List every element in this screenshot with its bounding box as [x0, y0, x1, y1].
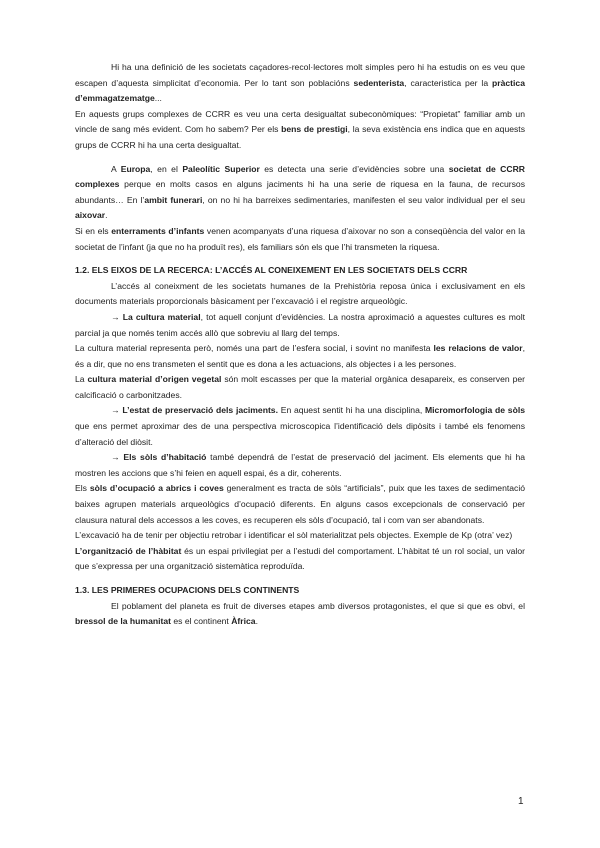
text: , on no hi ha barreixes sedimentaries, manifesten el seu valor individual per el seu — [202, 194, 526, 205]
paragraph-4 — [75, 224, 525, 255]
section-heading-1-3: 1.3. LES PRIMERES OCUPACIONS DELS CONTINENTS — [75, 585, 300, 595]
paragraph-2 — [75, 107, 525, 154]
text: també dependrá de l’estat de preservació del jaciment. Els elements que hi ha mostren les accions que s’hi feien en aquell espai, és a dir, coherents. — [75, 452, 526, 478]
bold-term: les relacions de valor — [433, 343, 523, 354]
text: es detecta una serie d’evidències sobre una — [259, 163, 449, 174]
text: Els — [75, 483, 90, 494]
arrow-glyph: → — [111, 452, 124, 463]
paragraph-5: L’accés al coneixment de les societats humanes de la Prehistòria reposa única i exclusivament en els documents materials proporcionals bàsicament per l’excavació i el registre arqueològic. — [75, 280, 525, 307]
arrow-glyph: → — [111, 405, 123, 416]
paragraph-9 — [75, 403, 525, 450]
text: , la seva existència ens indica que en aquests grups de CCRR hi ha una certa desigualtat. — [75, 124, 525, 150]
bold-term: bressol de la humanitat — [75, 616, 171, 627]
text: , és a dir, que no ens transmeten el sentit que es dona a les actuacions, als objectes i a les persones. — [75, 343, 525, 369]
bold-term: ambit funerari — [144, 194, 203, 205]
bold-term: bens de prestigi — [281, 124, 348, 135]
paragraph-3 — [75, 162, 525, 224]
text: es el continent — [171, 616, 232, 627]
bold-term: Àfrica — [231, 616, 256, 627]
text: Hi ha una definició de les societats caçadores-recol·lectores molt simples pero hi ha estudis on es veu que escapen d’aquesta simplicitat d’economia. Per lo tant son poblacións — [75, 62, 525, 88]
page-number: 1 — [518, 796, 524, 807]
section-heading-1-2: 1.2. ELS EIXOS DE LA RECERCA: L’ACCÉS AL CONEIXEMENT EN LES SOCIETATS DELS CCRR — [75, 265, 468, 276]
text: La cultura material representa però, només una part de l’esfera social, i sovint no manifesta — [75, 343, 434, 354]
paragraph-6 — [75, 310, 525, 341]
bold-term: L’organització de l’hàbitat — [75, 545, 182, 556]
text: generalment es tracta de sòls “artificials”, puix que les taxes de sedimentació baixes agrupen materials arqueològics d’ocupació diferents. En alguns casos excepcionals de conservació per clausura natural dels accessos a les coves, es recuperen els sòls d’ocupació, tal i com van ser abandonats. — [75, 483, 526, 525]
bold-term: enterraments d’infants — [111, 225, 205, 236]
bold-term: Els sòls d’habitació — [123, 452, 207, 463]
paragraph-10 — [75, 450, 525, 481]
paragraph-7 — [75, 341, 525, 372]
text: En aquests grups complexes de CCRR es veu una certa desigualtat subeconòmiques: “Propietat” familiar amb un vincle de sang més evident. Com ho sabem? Per els — [75, 108, 525, 135]
text: La — [75, 374, 88, 385]
arrow-glyph: → — [111, 311, 123, 322]
text: Si en els — [75, 225, 112, 236]
bold-term: Paleolític Superior — [182, 163, 260, 174]
text: . — [105, 210, 108, 221]
text: , caracteristica per la — [404, 77, 493, 88]
text: El poblament del planeta es fruit de diverses etapes amb diversos protagonistes, el que si que es obvi, el — [111, 600, 525, 611]
text: són molt escasses per que la material orgànica desapareix, es conserven per calcificació o carbonitzades. — [75, 374, 525, 400]
paragraph-11 — [75, 481, 525, 528]
bold-term: L’estat de preservació dels jaciments. — [122, 405, 278, 416]
bold-term: sòls d’ocupació a abrics i coves — [89, 483, 224, 494]
text: . — [255, 616, 258, 627]
paragraph-12: L’excavació ha de tenir per objectiu retrobar i identificar el sòl materialitzat pels objectes. Exemple de Kp (otra’ vez) — [75, 530, 513, 541]
paragraph-13 — [75, 544, 525, 575]
bold-term: Europa — [120, 163, 151, 174]
text: és un espai privilegiat per a l’estudi del comportament. L’hàbitat té un rol social, un valor que s’expressa per una organització sistemàtica reproduïda. — [75, 545, 525, 572]
bold-term: societat de CCRR complexes — [75, 163, 525, 190]
paragraph-8 — [75, 372, 525, 403]
bold-term: sedenterista — [353, 77, 405, 88]
text: que ens permet aproximar des de una perspectiva microscopica l’identificació dels dipòsits i també els fenomens d’alteració del diòsit. — [75, 421, 525, 447]
bold-term: aixovar — [75, 210, 106, 221]
bold-term: La cultura material — [122, 311, 201, 322]
text: venen acompanyats d’una riquesa d’aixovar no son a conseqüència del valor en la societat de l’infant (ja que no ha produït res), els familiars són els que l’hi transmeten la riquesa. — [75, 225, 525, 252]
document-page — [75, 60, 525, 630]
text: perque en molts casos en alguns jaciments hi ha una serie de riquesa en la fauna, de recursos abundants… En l’ — [75, 179, 525, 205]
text: , tot aquell conjunt d’evidències. La nostra aproximació a aquestes cultures es molt parcial ja que només tenim accés allò que sobreviu al llarg del temps. — [75, 311, 526, 338]
text: ... — [154, 93, 162, 104]
text: En aquest sentit hi ha una disciplina, — [277, 405, 425, 416]
paragraph-1 — [75, 60, 525, 107]
bold-term: Micromorfologia de sòls — [425, 405, 526, 416]
bold-term: pràctica d’emmagatzematge — [75, 77, 525, 104]
text: A — [111, 163, 121, 174]
paragraph-14 — [75, 599, 525, 630]
bold-term: cultura material d’origen vegetal — [87, 374, 222, 385]
text: , en el — [150, 163, 183, 174]
